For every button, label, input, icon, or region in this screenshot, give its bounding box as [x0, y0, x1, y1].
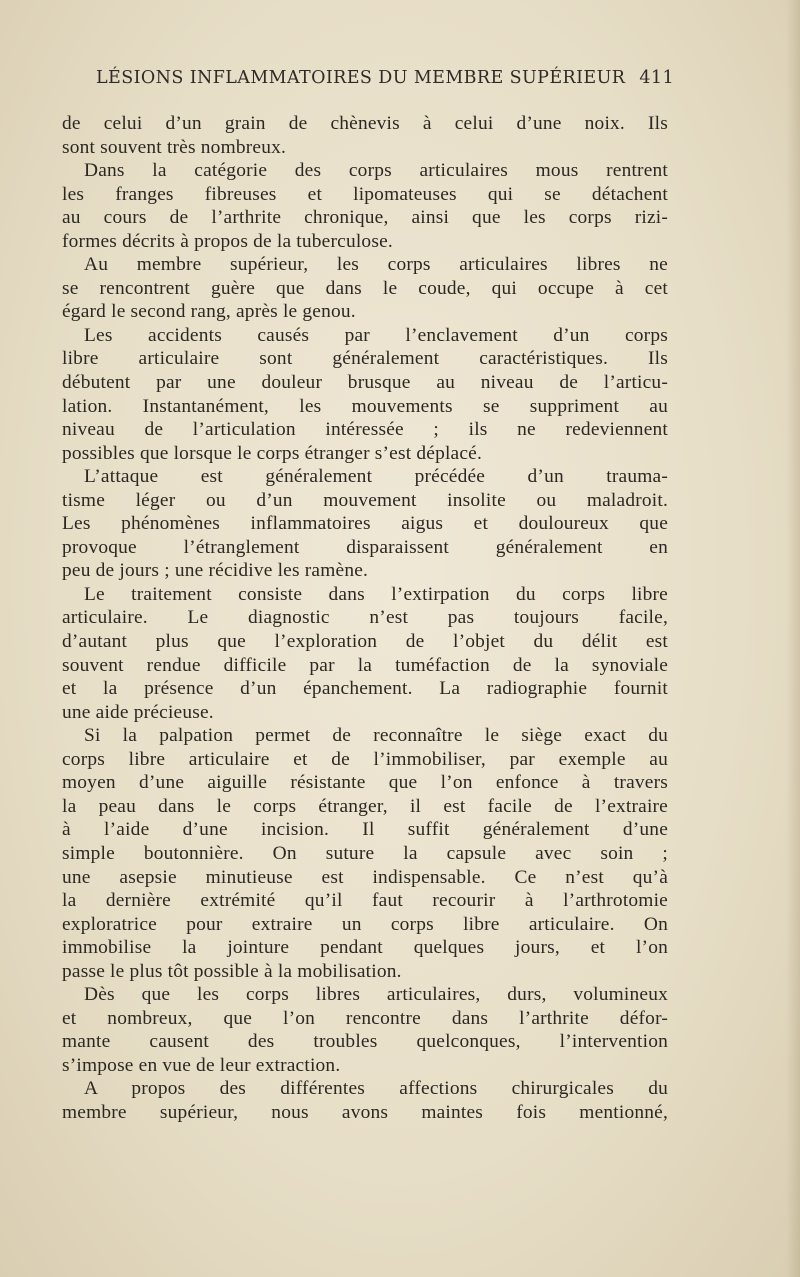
text-line: simple boutonnière. On suture la capsule avec soin ; — [62, 842, 668, 864]
text-line: formes décrits à propos de la tuberculose. — [62, 230, 393, 252]
text-line: sont souvent très nombreux. — [62, 136, 287, 158]
text-line: tisme léger ou d’un mouvement insolite ou maladroit. — [62, 489, 668, 511]
paragraph — [62, 253, 668, 324]
running-title: LÉSIONS INFLAMMATOIRES DU MEMBRE SUPÉRIEUR — [96, 68, 626, 88]
paragraph — [62, 583, 668, 724]
text-line: Les phénomènes inflammatoires aigus et douloureux que — [62, 513, 668, 535]
text-line: Les accidents causés par l’enclavement d’un corps — [84, 324, 668, 346]
text-line: se rencontrent guère que dans le coude, qui occupe à cet — [62, 277, 668, 299]
text-line: Dès que les corps libres articulaires, durs, volumineux — [84, 984, 668, 1006]
text-line: Dans la catégorie des corps articulaires mous rentrent — [84, 160, 668, 182]
text-line: Le traitement consiste dans l’extirpation du corps libre — [84, 583, 668, 605]
text-line: d’autant plus que l’exploration de l’objet du délit est — [62, 631, 668, 653]
text-line: membre supérieur, nous avons maintes fois mentionné, — [62, 1101, 668, 1123]
text-line: égard le second rang, après le genou. — [62, 301, 356, 323]
text-line: une aide précieuse. — [62, 701, 214, 723]
text-line: au cours de l’arthrite chronique, ainsi que les corps rizi- — [62, 207, 668, 229]
text-line: s’impose en vue de leur extraction. — [62, 1054, 341, 1076]
text-line: une asepsie minutieuse est indispensable. Ce n’est qu’à — [62, 866, 668, 888]
page-number: 411 — [639, 68, 674, 88]
text-line: Si la palpation permet de reconnaître le siège exact du — [84, 725, 668, 747]
text-line: la dernière extrémité qu’il faut recourir à l’arthrotomie — [62, 890, 668, 912]
text-line: et la présence d’un épanchement. La radiographie fournit — [62, 678, 668, 700]
text-line: à l’aide d’une incision. Il suffit généralement d’une — [62, 819, 668, 841]
text-line: libre articulaire sont généralement caractéristiques. Ils — [62, 348, 668, 370]
page-edge-shadow — [786, 0, 800, 1277]
paragraph — [62, 324, 668, 465]
text-line: exploratrice pour extraire un corps libre articulaire. On — [62, 913, 668, 935]
paragraph — [62, 159, 668, 253]
text-line: corps libre articulaire et de l’immobiliser, par exemple au — [62, 748, 668, 770]
text-line: la peau dans le corps étranger, il est facile de l’extraire — [62, 795, 668, 817]
paragraph — [62, 1077, 668, 1124]
paragraph — [62, 983, 668, 1077]
page-header — [96, 68, 674, 98]
text-line: de celui d’un grain de chènevis à celui d’une noix. Ils — [62, 113, 668, 134]
text-line: et nombreux, que l’on rencontre dans l’arthrite défor- — [62, 1007, 668, 1029]
text-line: peu de jours ; une récidive les ramène. — [62, 560, 369, 582]
text-line: mante causent des troubles quelconques, l’intervention — [62, 1031, 668, 1053]
text-line: débutent par une douleur brusque au niveau de l’articu- — [62, 372, 668, 394]
text-line: souvent rendue difficile par la tuméfaction de la synoviale — [62, 654, 668, 676]
text-line: lation. Instantanément, les mouvements se suppriment au — [62, 395, 668, 417]
text-line: L’attaque est généralement précédée d’un trauma- — [84, 466, 668, 488]
text-line: immobilise la jointure pendant quelques jours, et l’on — [62, 937, 668, 959]
text-line: les franges fibreuses et lipomateuses qui se détachent — [62, 183, 668, 205]
paragraph — [62, 112, 668, 159]
text-line: passe le plus tôt possible à la mobilisation. — [62, 960, 402, 982]
text-line: provoque l’étranglement disparaissent généralement en — [62, 536, 668, 558]
paragraph — [62, 465, 668, 583]
text-line: A propos des différentes affections chirurgicales du — [84, 1078, 668, 1100]
body-text — [62, 112, 668, 1125]
text-line: Au membre supérieur, les corps articulaires libres ne — [84, 254, 668, 276]
text-line: moyen d’une aiguille résistante que l’on enfonce à travers — [62, 772, 668, 794]
text-line: possibles que lorsque le corps étranger s’est déplacé. — [62, 442, 483, 464]
text-line: articulaire. Le diagnostic n’est pas toujours facile, — [62, 607, 668, 629]
text-line: niveau de l’articulation intéressée ; ils ne redeviennent — [62, 419, 668, 441]
paragraph — [62, 724, 668, 983]
